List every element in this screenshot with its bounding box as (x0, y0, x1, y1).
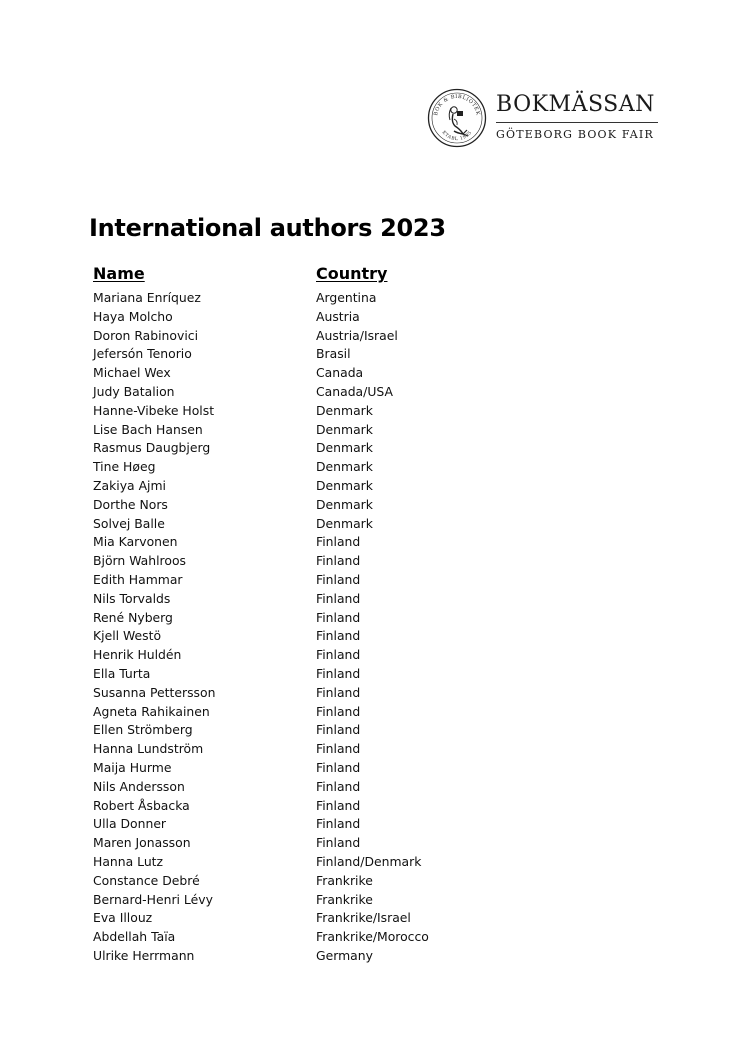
table-body (93, 289, 513, 966)
table-row (93, 872, 513, 891)
author-country: Canada/USA (316, 383, 393, 399)
author-name: Dorthe Nors (93, 496, 168, 512)
author-country: Finland (316, 571, 361, 587)
author-country: Denmark (316, 477, 373, 493)
author-country: Denmark (316, 402, 373, 418)
author-country: Finland (316, 590, 361, 606)
author-name: Edith Hammar (93, 571, 183, 587)
table-row (93, 383, 513, 402)
table-row (93, 458, 513, 477)
bokmassan-logo (427, 86, 662, 150)
table-row (93, 759, 513, 778)
author-country: Finland (316, 628, 361, 644)
author-name: Mariana Enríquez (93, 290, 201, 305)
seal-top-text: BOK & BIBLIOTEK (433, 93, 481, 117)
author-country: Finland (316, 534, 361, 550)
author-name: Lise Bach Hansen (93, 421, 203, 437)
author-name: René Nyberg (93, 609, 173, 625)
table-row (93, 345, 513, 364)
author-country: Finland (316, 703, 361, 719)
author-country: Austria (316, 308, 360, 324)
author-name: Tine Høeg (93, 459, 156, 475)
page-title: International authors 2023 (89, 214, 446, 242)
author-name: Björn Wahlroos (93, 553, 186, 569)
author-name: Robert Åsbacka (93, 797, 190, 813)
brand-name: BOKMÄSSAN (496, 92, 655, 117)
author-name: Kjell Westö (93, 628, 162, 644)
table-row (93, 515, 513, 534)
author-country: Finland (316, 553, 361, 569)
author-country: Denmark (316, 496, 373, 512)
table-row (93, 646, 513, 665)
author-name: Rasmus Daugbjerg (93, 440, 211, 456)
author-name: Ulrike Herrmann (93, 947, 195, 963)
author-name: Agneta Rahikainen (93, 703, 210, 719)
table-row (93, 496, 513, 515)
table-row (93, 627, 513, 646)
table-row (93, 477, 513, 496)
author-country: Denmark (316, 421, 373, 437)
author-name: Jefersón Tenorio (93, 346, 192, 362)
author-name: Eva Illouz (93, 910, 153, 926)
author-name: Hanna Lundström (93, 741, 204, 757)
table-row (93, 815, 513, 834)
table-row (93, 778, 513, 797)
author-name: Nils Andersson (93, 778, 185, 794)
author-country: Finland (316, 609, 361, 625)
author-name: Michael Wex (93, 365, 171, 381)
table-header (93, 263, 513, 287)
table-row (93, 439, 513, 458)
svg-text:BOK & BIBLIOTEK (433, 94, 481, 116)
author-name: Hanne-Vibeke Holst (93, 402, 215, 418)
author-name: Hanna Lutz (93, 853, 164, 869)
mermaid-seal-icon (427, 88, 487, 148)
author-name: Judy Batalion (93, 383, 175, 399)
table-row (93, 533, 513, 552)
table-row (93, 289, 513, 308)
table-row (93, 928, 513, 947)
author-name: Solvej Balle (93, 515, 165, 531)
author-name: Maija Hurme (93, 759, 172, 775)
table-row (93, 571, 513, 590)
table-row (93, 834, 513, 853)
author-country: Austria/Israel (316, 327, 398, 343)
table-row (93, 684, 513, 703)
table-row (93, 740, 513, 759)
table-row (93, 402, 513, 421)
table-row (93, 721, 513, 740)
author-country: Frankrike/Morocco (316, 929, 429, 945)
author-country: Finland (316, 797, 361, 813)
table-row (93, 421, 513, 440)
author-country: Finland (316, 722, 361, 738)
header-country: Country (316, 264, 388, 283)
author-country: Germany (316, 947, 373, 963)
author-country: Denmark (316, 440, 373, 456)
table-row (93, 327, 513, 346)
table-row (93, 797, 513, 816)
author-name: Ellen Strömberg (93, 722, 193, 738)
authors-table (93, 263, 513, 966)
author-country: Finland (316, 816, 361, 832)
author-country: Denmark (316, 459, 373, 475)
author-country: Finland (316, 759, 361, 775)
table-row (93, 665, 513, 684)
author-name: Ella Turta (93, 665, 151, 681)
author-name: Haya Molcho (93, 308, 173, 324)
author-name: Henrik Huldén (93, 647, 182, 663)
author-name: Susanna Pettersson (93, 684, 216, 700)
author-country: Finland/Denmark (316, 853, 422, 869)
author-name: Constance Debré (93, 872, 200, 888)
author-name: Doron Rabinovici (93, 327, 199, 343)
author-country: Frankrike (316, 872, 373, 888)
author-country: Finland (316, 684, 361, 700)
author-country: Finland (316, 665, 361, 681)
brand-divider (496, 122, 658, 123)
author-country: Frankrike/Israel (316, 910, 411, 926)
author-name: Maren Jonasson (93, 835, 191, 851)
author-country: Argentina (316, 290, 377, 305)
author-name: Ulla Donner (93, 816, 167, 832)
author-country: Brasil (316, 346, 351, 362)
author-name: Abdellah Taïa (93, 929, 176, 945)
table-row (93, 552, 513, 571)
table-row (93, 909, 513, 928)
author-country: Finland (316, 778, 361, 794)
table-row (93, 947, 513, 966)
author-name: Mia Karvonen (93, 534, 178, 550)
table-row (93, 703, 513, 722)
author-country: Canada (316, 365, 364, 381)
header-name: Name (93, 264, 145, 283)
table-row (93, 609, 513, 628)
seal-bottom-text: ETABL 1985 (440, 130, 474, 143)
author-country: Finland (316, 835, 361, 851)
table-row (93, 853, 513, 872)
table-row (93, 308, 513, 327)
author-country: Finland (316, 647, 361, 663)
author-country: Frankrike (316, 891, 373, 907)
brand-tagline: GÖTEBORG BOOK FAIR (496, 128, 654, 141)
table-row (93, 891, 513, 910)
author-name: Zakiya Ajmi (93, 477, 166, 493)
table-row (93, 364, 513, 383)
author-name: Nils Torvalds (93, 590, 171, 606)
table-row (93, 590, 513, 609)
author-country: Denmark (316, 515, 373, 531)
author-name: Bernard-Henri Lévy (93, 891, 213, 907)
author-country: Finland (316, 741, 361, 757)
